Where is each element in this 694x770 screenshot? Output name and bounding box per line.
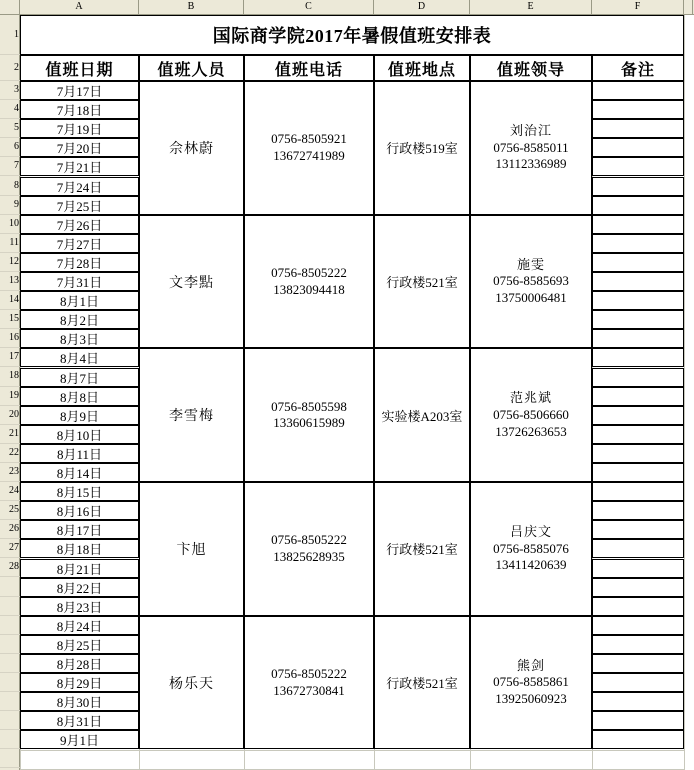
cell-remark[interactable] [592, 119, 684, 138]
row-header[interactable] [0, 577, 20, 596]
cell-duty-date[interactable]: 7月24日 [20, 177, 139, 196]
duty-phone-mobile: 13672741989 [273, 147, 345, 163]
row-header-strip [0, 15, 20, 770]
cell-duty-date[interactable]: 8月3日 [20, 329, 139, 348]
cell-duty-phone[interactable] [244, 81, 374, 215]
cell-duty-leader[interactable] [470, 81, 592, 215]
row-header[interactable]: 4 [0, 100, 20, 119]
row-header[interactable]: 18 [0, 367, 20, 386]
cell-duty-location[interactable]: 行政楼521室 [374, 616, 470, 750]
cell-remark[interactable] [592, 578, 684, 597]
cell-remark[interactable] [592, 406, 684, 425]
cell-duty-date[interactable]: 7月31日 [20, 272, 139, 291]
cell-duty-staff[interactable]: 文李點 [139, 215, 244, 349]
row-header[interactable]: 23 [0, 463, 20, 482]
cell-remark[interactable] [592, 559, 684, 578]
cell-duty-date[interactable]: 7月25日 [20, 196, 139, 215]
row-header[interactable]: 2 [0, 55, 20, 81]
cell-remark[interactable] [592, 425, 684, 444]
select-all-corner[interactable] [0, 0, 20, 14]
row-header[interactable]: 17 [0, 348, 20, 367]
row-header[interactable] [0, 692, 20, 711]
cell-remark[interactable] [592, 501, 684, 520]
cell-duty-date[interactable]: 7月20日 [20, 138, 139, 157]
duty-phone-office: 0756-8505222 [271, 666, 347, 682]
row-header[interactable] [0, 635, 20, 654]
row-header[interactable]: 25 [0, 501, 20, 520]
leader-phone-mobile: 13726263653 [495, 423, 567, 439]
table-column-header[interactable]: 值班领导 [470, 55, 592, 81]
row-header[interactable]: 21 [0, 425, 20, 444]
row-header[interactable] [0, 730, 20, 749]
cell-duty-date[interactable]: 7月21日 [20, 157, 139, 176]
row-header[interactable]: 1 [0, 15, 20, 55]
row-header[interactable] [0, 711, 20, 730]
row-header[interactable]: 13 [0, 272, 20, 291]
cell-remark[interactable] [592, 539, 684, 558]
cell-duty-date[interactable]: 8月15日 [20, 482, 139, 501]
cell-remark[interactable] [592, 157, 684, 176]
row-header[interactable]: 7 [0, 157, 20, 176]
row-header[interactable]: 16 [0, 329, 20, 348]
cell-duty-leader[interactable] [470, 482, 592, 616]
leader-phone-mobile: 13112336989 [495, 156, 567, 172]
cell-duty-phone[interactable] [244, 482, 374, 616]
cell-remark[interactable] [592, 215, 684, 234]
cell-duty-date[interactable]: 8月9日 [20, 406, 139, 425]
cell-duty-date[interactable]: 8月29日 [20, 673, 139, 692]
cell-duty-date[interactable]: 8月2日 [20, 310, 139, 329]
cell-duty-date[interactable]: 8月8日 [20, 387, 139, 406]
duty-phone-office: 0756-8505222 [271, 532, 347, 548]
row-header[interactable]: 5 [0, 119, 20, 138]
leader-name: 熊剑 [516, 657, 545, 673]
cell-remark[interactable] [592, 329, 684, 348]
cell-duty-date[interactable]: 8月11日 [20, 444, 139, 463]
row-header[interactable]: 12 [0, 253, 20, 272]
cell-duty-date[interactable]: 8月23日 [20, 597, 139, 616]
cell-remark[interactable] [592, 673, 684, 692]
cell-remark[interactable] [592, 234, 684, 253]
row-header[interactable] [0, 597, 20, 616]
gridline-vertical [684, 15, 685, 770]
cell-duty-date[interactable]: 8月31日 [20, 711, 139, 730]
cell-duty-date[interactable]: 8月4日 [20, 348, 139, 367]
cell-duty-date[interactable]: 8月25日 [20, 635, 139, 654]
cell-duty-location[interactable]: 行政楼521室 [374, 215, 470, 349]
row-header[interactable]: 9 [0, 196, 20, 215]
cell-remark[interactable] [592, 597, 684, 616]
leader-name: 刘治江 [509, 122, 552, 138]
cell-duty-date[interactable]: 8月18日 [20, 539, 139, 558]
cell-duty-date[interactable]: 7月17日 [20, 81, 139, 100]
table-title[interactable]: 国际商学院2017年暑假值班安排表 [20, 15, 684, 55]
cell-remark[interactable] [592, 368, 684, 387]
cell-duty-date[interactable]: 8月14日 [20, 463, 139, 482]
cell-remark[interactable] [592, 520, 684, 539]
cell-duty-date[interactable]: 8月10日 [20, 425, 139, 444]
row-header[interactable] [0, 616, 20, 635]
row-header[interactable]: 24 [0, 482, 20, 501]
cell-grid [20, 15, 694, 770]
cell-duty-date[interactable]: 7月18日 [20, 100, 139, 119]
cell-remark[interactable] [592, 310, 684, 329]
gridline-horizontal [20, 750, 684, 751]
table-column-header[interactable]: 值班人员 [139, 55, 244, 81]
cell-duty-date[interactable]: 8月16日 [20, 501, 139, 520]
cell-duty-date[interactable]: 8月24日 [20, 616, 139, 635]
cell-remark[interactable] [592, 463, 684, 482]
cell-remark[interactable] [592, 654, 684, 673]
cell-remark[interactable] [592, 616, 684, 635]
duty-phone-mobile: 13825628935 [273, 548, 345, 564]
cell-duty-staff[interactable]: 李雪梅 [139, 348, 244, 482]
cell-remark[interactable] [592, 100, 684, 119]
column-header-e[interactable]: E [470, 0, 592, 14]
cell-duty-date[interactable]: 7月26日 [20, 215, 139, 234]
row-header[interactable] [0, 749, 20, 768]
duty-phone-office: 0756-8505222 [271, 264, 347, 280]
duty-phone-office: 0756-8505598 [271, 398, 347, 414]
cell-duty-location[interactable]: 行政楼519室 [374, 81, 470, 215]
cell-remark[interactable] [592, 711, 684, 730]
row-header[interactable]: 19 [0, 387, 20, 406]
table-column-header[interactable]: 值班地点 [374, 55, 470, 81]
cell-duty-date[interactable]: 8月28日 [20, 654, 139, 673]
column-header-c[interactable]: C [244, 0, 374, 14]
row-header[interactable]: 26 [0, 520, 20, 539]
cell-remark[interactable] [592, 692, 684, 711]
leader-phone-office: 0756-8585693 [493, 273, 569, 289]
row-header[interactable]: 28 [0, 558, 20, 577]
row-header[interactable]: 6 [0, 138, 20, 157]
cell-remark[interactable] [592, 482, 684, 501]
duty-phone-office: 0756-8505921 [271, 131, 347, 147]
cell-remark[interactable] [592, 138, 684, 157]
leader-phone-office: 0756-8585011 [493, 139, 569, 155]
cell-duty-phone[interactable] [244, 616, 374, 750]
cell-remark[interactable] [592, 177, 684, 196]
row-header[interactable]: 8 [0, 176, 20, 195]
cell-duty-date[interactable]: 7月27日 [20, 234, 139, 253]
cell-remark[interactable] [592, 253, 684, 272]
table-column-header[interactable]: 值班日期 [20, 55, 139, 81]
leader-name: 范兆斌 [509, 390, 552, 406]
column-header-f[interactable]: F [592, 0, 684, 14]
column-header-strip [0, 0, 694, 15]
cell-remark[interactable] [592, 635, 684, 654]
cell-duty-location[interactable]: 行政楼521室 [374, 482, 470, 616]
column-header-overflow [684, 0, 693, 14]
row-header[interactable]: 14 [0, 291, 20, 310]
cell-remark[interactable] [592, 291, 684, 310]
row-header[interactable]: 11 [0, 234, 20, 253]
duty-phone-mobile: 13360615989 [273, 415, 345, 431]
cell-duty-phone[interactable] [244, 215, 374, 349]
table-column-header[interactable]: 值班电话 [244, 55, 374, 81]
leader-name: 吕庆文 [509, 524, 552, 539]
cell-duty-staff[interactable]: 卞旭 [139, 482, 244, 616]
cell-remark[interactable] [592, 348, 684, 367]
cell-duty-leader[interactable] [470, 348, 592, 482]
row-header[interactable]: 3 [0, 81, 20, 100]
cell-remark[interactable] [592, 444, 684, 463]
leader-phone-mobile: 13411420639 [495, 557, 567, 573]
duty-phone-mobile: 13672730841 [273, 682, 345, 698]
leader-phone-office: 0756-8585076 [493, 540, 569, 556]
cell-duty-date[interactable]: 7月19日 [20, 119, 139, 138]
leader-phone-mobile: 13925060923 [495, 690, 567, 706]
leader-phone-office: 0756-8585861 [493, 674, 569, 690]
cell-remark[interactable] [592, 81, 684, 100]
row-header[interactable] [0, 673, 20, 692]
table-column-header[interactable]: 备注 [592, 55, 684, 81]
cell-duty-location[interactable]: 实验楼A203室 [374, 348, 470, 482]
cell-duty-staff[interactable]: 佘林蔚 [139, 81, 244, 215]
cell-duty-date[interactable]: 8月22日 [20, 578, 139, 597]
row-header[interactable]: 10 [0, 215, 20, 234]
cell-remark[interactable] [592, 196, 684, 215]
column-header-a[interactable]: A [20, 0, 139, 14]
leader-phone-office: 0756-8506660 [493, 406, 569, 422]
cell-duty-date[interactable]: 8月17日 [20, 520, 139, 539]
cell-duty-date[interactable]: 8月30日 [20, 692, 139, 711]
leader-phone-mobile: 13750006481 [495, 289, 567, 305]
cell-duty-leader[interactable] [470, 215, 592, 349]
row-header[interactable] [0, 654, 20, 673]
cell-duty-leader[interactable] [470, 616, 592, 750]
cell-duty-date[interactable]: 8月1日 [20, 291, 139, 310]
row-header[interactable]: 27 [0, 539, 20, 558]
cell-duty-phone[interactable] [244, 348, 374, 482]
cell-duty-date[interactable]: 8月21日 [20, 559, 139, 578]
row-header[interactable]: 20 [0, 406, 20, 425]
row-header[interactable]: 15 [0, 310, 20, 329]
column-header-d[interactable]: D [374, 0, 470, 14]
cell-duty-staff[interactable]: 杨乐天 [139, 616, 244, 750]
cell-duty-date[interactable]: 8月7日 [20, 368, 139, 387]
duty-phone-mobile: 13823094418 [273, 281, 345, 297]
cell-remark[interactable] [592, 730, 684, 749]
cell-duty-date[interactable]: 7月28日 [20, 253, 139, 272]
cell-remark[interactable] [592, 387, 684, 406]
leader-name: 施雯 [516, 256, 545, 272]
cell-remark[interactable] [592, 272, 684, 291]
column-header-b[interactable]: B [139, 0, 244, 14]
cell-duty-date[interactable]: 9月1日 [20, 730, 139, 749]
row-header[interactable]: 22 [0, 444, 20, 463]
